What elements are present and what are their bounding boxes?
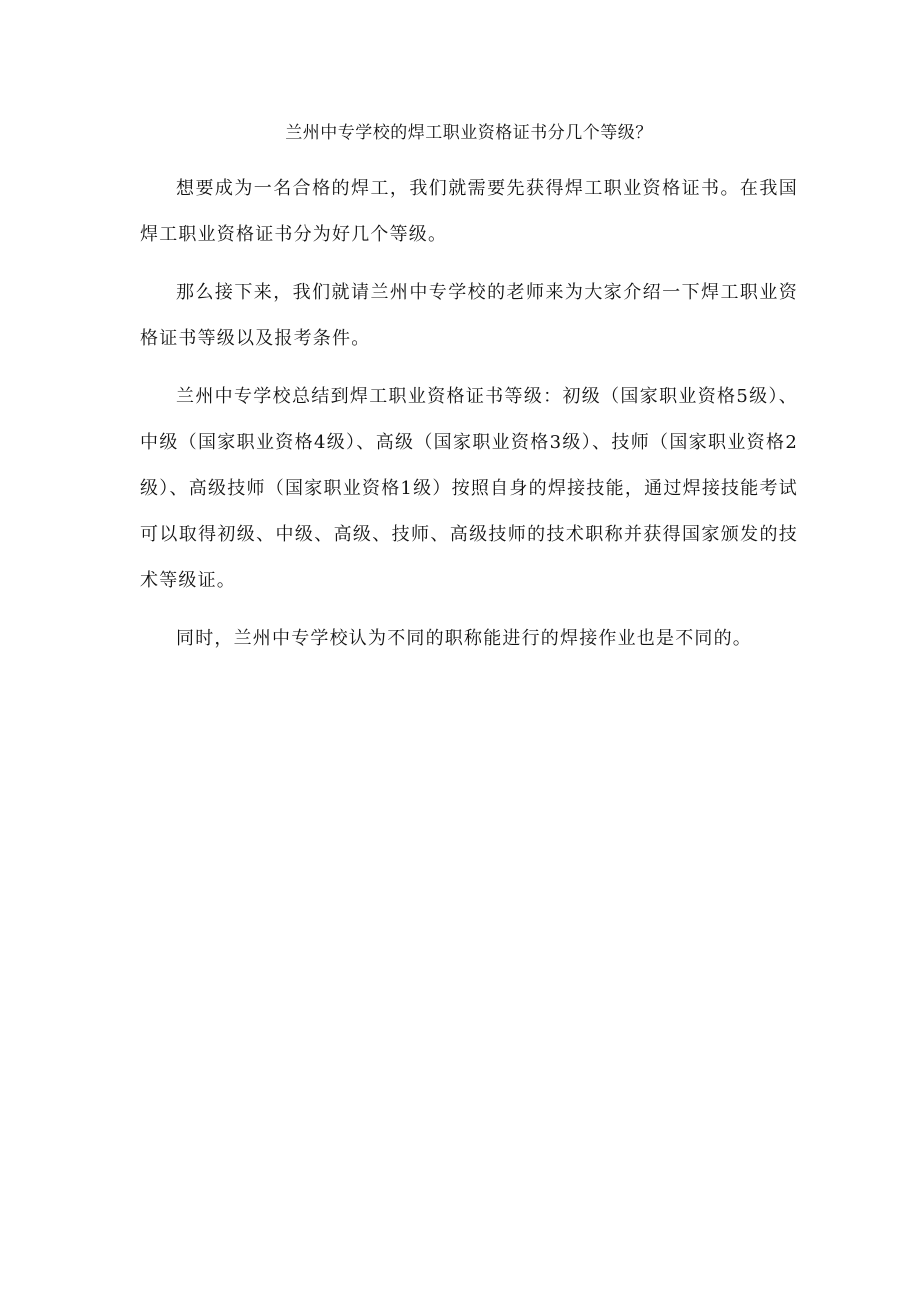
document-title: 兰州中专学校的焊工职业资格证书分几个等级？ <box>285 123 653 143</box>
paragraph-introduction-teacher: 那么接下来，我们就请兰州中专学校的老师来为大家介绍一下焊工职业资格证书等级以及报考条件。 <box>140 282 798 349</box>
paragraph-certificate-levels: 兰州中专学校总结到焊工职业资格证书等级：初级（国家职业资格5级）、中级（国家职业资格4级）、高级（国家职业资格3级）、技师（国家职业资格2级）、高级技师（国家职业资格1级）按照自身的焊接技能，通过焊接技能考试可以取得初级、中级、高级、技师、高级技师的技术职称并获得国家颁发的技术等级证。 <box>140 386 798 591</box>
paragraph-conclusion: 同时，兰州中专学校认为不同的职称能进行的焊接作业也是不同的。 <box>176 628 752 649</box>
paragraph-intro: 想要成为一名合格的焊工，我们就需要先获得焊工职业资格证书。在我国焊工职业资格证书分为好几个等级。 <box>140 178 798 245</box>
